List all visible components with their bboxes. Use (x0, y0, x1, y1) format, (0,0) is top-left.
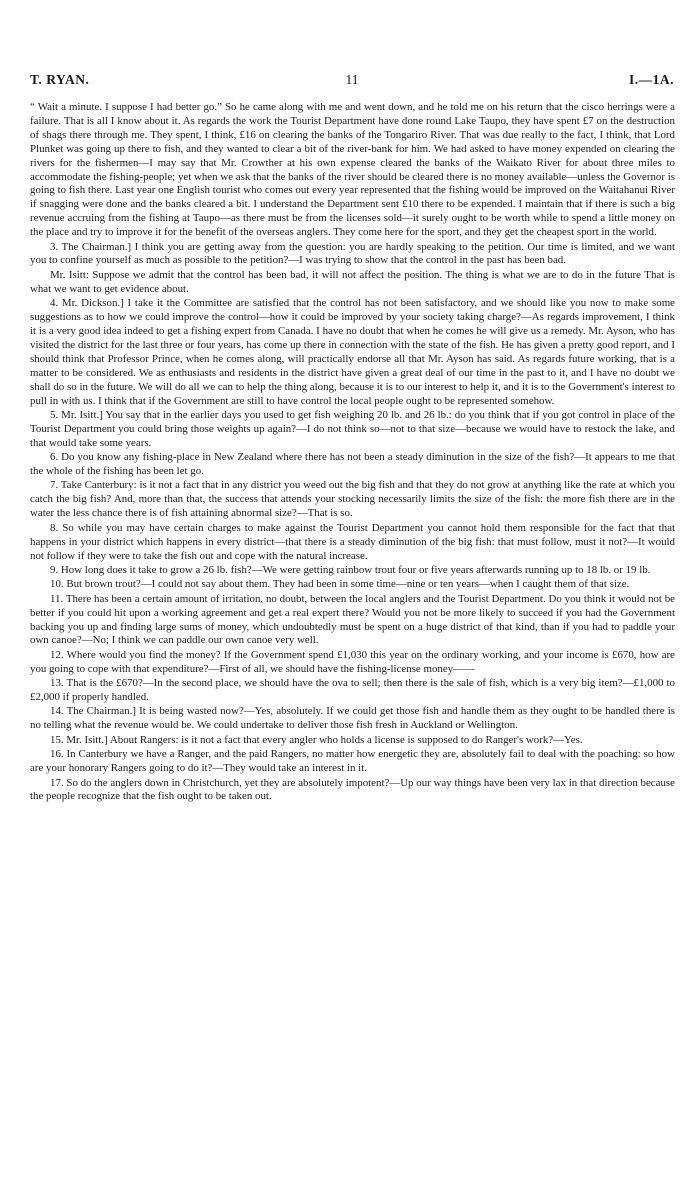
paragraph-q8: 8. So while you may have certain charges to make against the Tourist Department you cannot hold them responsible for the fact that that happens in your district which happens in every district—that there is a steady diminution of the big fish: that must follow, must it not?—It would not follow if they were to take the fish out and cope with the natural increase. (30, 521, 675, 562)
paragraph-q13: 13. That is the £670?—In the second place, we should have the ova to sell; then there is the sale of fish, which is a very big item?—£1,000 to £2,000 if properly handled. (30, 677, 675, 704)
evidence-body (30, 101, 675, 804)
paragraph-isitt-remark: Mr. Isitt: Suppose we admit that the control has been bad, it will not affect the position. The thing is what we are to do in the future That is what we want to get evidence about. (30, 268, 675, 295)
paragraph-q7: 7. Take Canterbury: is it not a fact that in any district you weed out the big fish and that they do not grow at anything like the rate at which you catch the big fish? And, more than that, the success that attends your stocking necessarily limits the size of the fish: the more fish there are in the water the less chance there is of fish attaining abnormal size?—That is so. (30, 479, 675, 520)
page-header (30, 72, 674, 92)
paragraph-q4: 4. Mr. Dickson.] I take it the Committee are satisfied that the control has not been satisfactory, and we should like you now to make some suggestions as to how we could improve the control—how it could be improved by your society taking charge?—As regards improvement, I think it is a very good idea indeed to get a fishing expert from Canada. I have no doubt that when he comes he will give us a remedy. Mr. Ayson, who has visited the district for the last three or four years, has come up there in connection with the state of the fish. He has given a pretty good report, and I should think that Professor Prince, when he comes along, will practically endorse all that Mr. Ayson has said. As regards future working, that is a matter to be considered. We as enthusiasts and residents in the district have given a great deal of our time in the past to it, and I have no doubt we shall do so in the future. We will do all we can to help the thing along, because it is to our interest to help it, and it is to the Government's interest to pull in with us. I think that if the Government are still to have control the local people ought to be represented somehow. (30, 297, 675, 407)
paragraph-continuation: “ Wait a minute. I suppose I had better go.” So he came along with me and went down, and he told me on his return that the cisco herrings were a failure. That is all I know about it. As regards the work the Tourist Department have done round Lake Taupo, they have spent £7 on the destruction of shags there through me. They spent, I think, £16 on clearing the banks of the Tongariro River. That was due really to the fact, I think, that Lord Plunket was going up there to fish, and they wanted to clear a bit of the river-bank for him. We had asked to have money expended on clearing the rivers for the fishermen—I may say that Mr. Crowther at his own expense cleared the banks of the Waikato River for about three miles to accommodate the fishing-people; yet when we ask that the banks of the river should be cleared there is no money available—unless the Governor is going to fish there. Last year one English tourist who comes out every year represented that the fishing would be improved on the Waitahanui River if snagging were done and the banks cleared a bit. I understand the Department sent £10 there to be expended. I maintain that if there is such a big revenue accruing from the fishing at Taupo—as there must be from the licenses sold—it surely ought to be worth while to spend a little money on the place and try to improve it for the benefit of the overseas anglers. They come here for the sport, and they get the cheapest sport in the world. (30, 101, 675, 239)
page-number: 11 (345, 72, 359, 87)
paragraph-q10: 10. But brown trout?—I could not say about them. They had been in some time—nine or ten years—when I caught them of that size. (50, 578, 630, 591)
paragraph-q6: 6. Do you know any fishing-place in New Zealand where there has not been a steady diminution in the size of the fish?—It appears to me that the whole of the fishing has been let go. (30, 451, 675, 478)
paragraph-q11: 11. There has been a certain amount of irritation, no doubt, between the local anglers and the Tourist Department. Do you think it would not be better if you could hit upon a working agreement and get a real expert there? Would you not be more likely to succeed if you had the Government backing you up and finding large sums of money, which undoubtedly must be spent on a huge district of that kind, than if you had to paddle your own canoe?—No; I think we can paddle our own canoe very well. (30, 592, 675, 647)
paragraph-q15: 15. Mr. Isitt.] About Rangers: is it not a fact that every angler who holds a license is supposed to do Ranger's work?—Yes. (50, 733, 583, 746)
paragraph-q17: 17. So do the anglers down in Christchurch, yet they are absolutely impotent?—Up our way things have been very lax in that direction because the people recognize that the fish ought to be taken out. (30, 776, 675, 803)
document-reference: I.—1A. (628, 72, 674, 87)
paragraph-q14: 14. The Chairman.] It is being wasted now?—Yes, absolutely. If we could get those fish and handle them as they ought to be handled there is no telling what the revenue would be. We could undertake to deliver those fish fresh in Auckland or Wellington. (30, 705, 675, 732)
paragraph-q12: 12. Where would you find the money? If the Government spend £1,030 this year on the ordinary working, and your income is £670, how are you going to cope with that expenditure?—First of all, we should have the fishing-license money—— (30, 648, 675, 675)
paragraph-q9: 9. How long does it take to grow a 26 lb. fish?—We were getting rainbow trout four or five years afterwards running up to 18 lb. or 19 lb. (50, 563, 651, 576)
header-author: T. RYAN. (30, 72, 90, 87)
paragraph-q5: 5. Mr. Isitt.] You say that in the earlier days you used to get fish weighing 20 lb. and 26 lb.: do you think that if you got control in place of the Tourist Department you could bring those weights up again?—I do not think so—not to that size—because we would have to restock the lake, and that would take some years. (30, 408, 675, 449)
paragraph-q3: 3. The Chairman.] I think you are getting away from the question: you are hardly speaking to the petition. Our time is limited, and we want you to confine yourself as much as possible to the petition?—I was trying to show that the control in the past has been bad. (30, 240, 675, 267)
paragraph-q16: 16. In Canterbury we have a Ranger, and the paid Rangers, no matter how energetic they are, absolutely fail to deal with the poaching: so how are your honorary Rangers going to do it?—They would take an interest in it. (30, 748, 675, 775)
